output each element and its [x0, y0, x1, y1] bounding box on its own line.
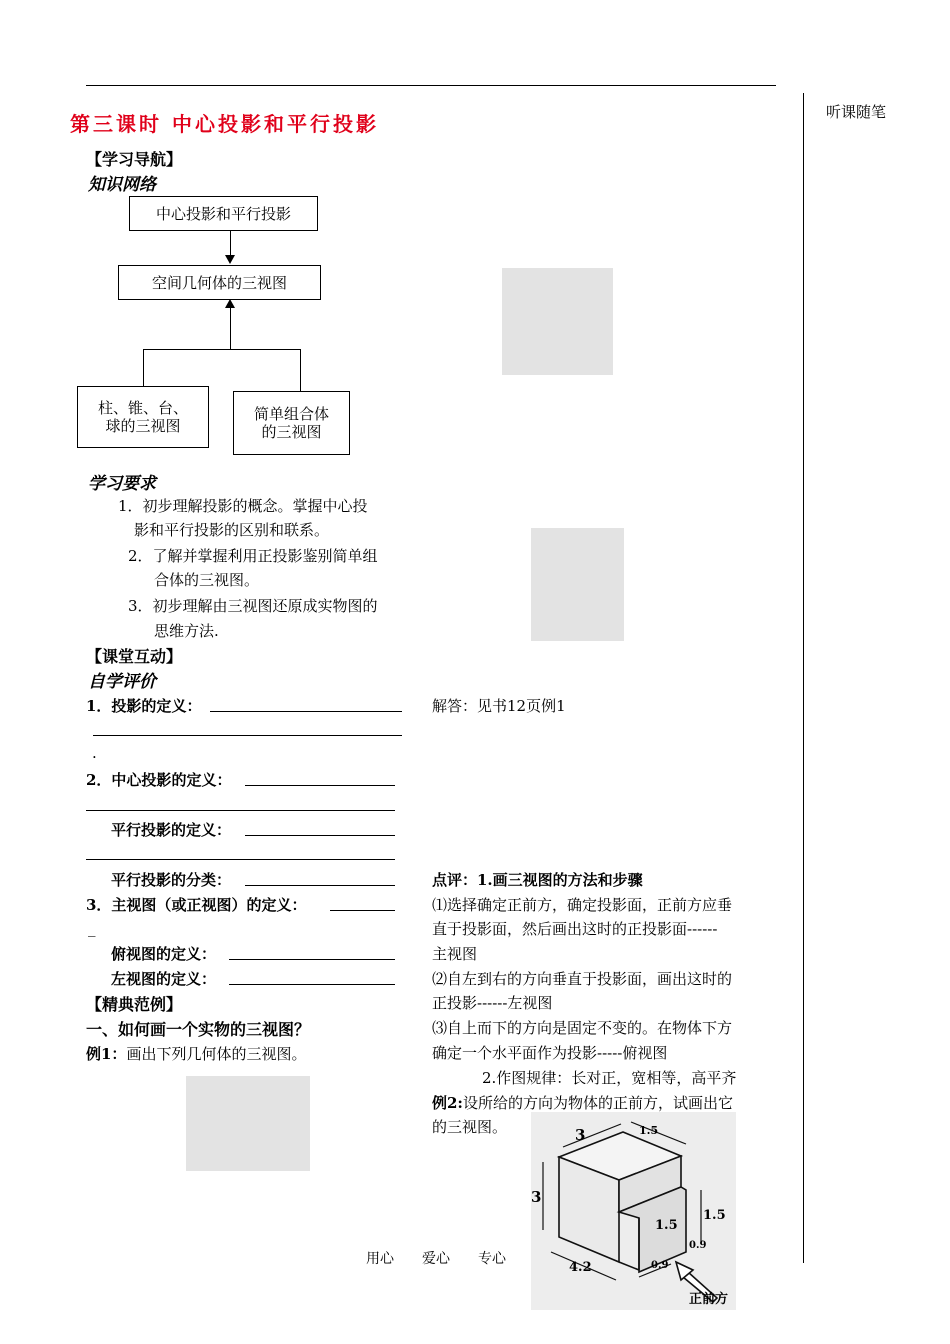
question-2: 2．中心投影的定义： — [86, 771, 232, 789]
answer-text: 解答：见书12页例1 — [432, 697, 566, 715]
blank-q1[interactable] — [210, 711, 402, 712]
dim-right: 1.5 — [703, 1208, 726, 1223]
section-network: 知识网络 — [88, 175, 156, 195]
dim-left: 3 — [531, 1188, 542, 1206]
diagram-box-projection — [129, 196, 318, 231]
page-title: 第三课时 中心投影和平行投影 — [70, 112, 379, 136]
diagram-box-solids-line2: 球的三视图 — [105, 417, 181, 435]
diagram-box-three-views — [118, 265, 321, 300]
example-2 — [432, 1092, 733, 1113]
q3-dash: _ — [88, 919, 96, 937]
question-2b: 平行投影的定义： — [111, 821, 232, 839]
example-2-label: 例2: — [432, 1094, 463, 1112]
dim-small-2: 0.9 — [689, 1240, 707, 1251]
front-direction-label: 正前方 — [689, 1292, 729, 1307]
blank-q3c[interactable] — [229, 984, 395, 985]
diagram-box-combined-line1: 简单组合体 — [253, 405, 329, 423]
example-1-label: 例1： — [86, 1045, 127, 1063]
comment-step1b: 直于投影面，然后画出这时的正投影面------ — [432, 920, 718, 938]
dim-top-depth: 1.5 — [639, 1124, 659, 1137]
example-heading: 一、如何画一个实物的三视图？ — [86, 1020, 311, 1039]
comment-step1c: 主视图 — [432, 945, 478, 963]
section-nav: 【学习导航】 — [86, 150, 183, 169]
question-3: 3．主视图（或正视图）的定义： — [86, 896, 307, 914]
blank-q2b[interactable] — [245, 835, 395, 836]
blank-q2[interactable] — [245, 785, 395, 786]
page-footer: 用心 爱心 专心 — [366, 1251, 506, 1267]
diagram-connector-right — [300, 349, 301, 391]
question-2c: 平行投影的分类： — [111, 871, 232, 889]
example-1-text: 画出下列几何体的三视图。 — [126, 1045, 307, 1063]
question-3b: 俯视图的定义： — [111, 945, 217, 963]
diagram-box-solids-line1: 柱、锥、台、 — [97, 399, 188, 417]
diagram-connector-left — [143, 349, 144, 386]
blank-q1-2[interactable] — [93, 735, 402, 736]
margin-note: 听课随笔 — [826, 103, 887, 121]
req-2b: 合体的三视图。 — [154, 571, 260, 589]
req-1a: 1．初步理解投影的概念。掌握中心投 — [118, 497, 368, 515]
example-1 — [86, 1043, 306, 1064]
req-3b: 思维方法. — [154, 622, 219, 640]
scanned-image-2 — [531, 528, 624, 641]
arrow-head-down — [225, 255, 235, 264]
header-rule — [86, 85, 776, 86]
section-examples: 【精典范例】 — [86, 995, 183, 1014]
diagram-box-combined-line2: 的三视图 — [261, 423, 322, 441]
blank-q2b-2[interactable] — [86, 859, 395, 860]
diagram-box-projection-label: 中心投影和平行投影 — [155, 204, 291, 223]
blank-q2c[interactable] — [245, 885, 395, 886]
comment-step1a: ⑴选择确定正前方，确定投影面，正前方应垂 — [432, 896, 733, 914]
diagram-box-solids — [77, 386, 209, 448]
dim-inner: 1.5 — [655, 1218, 678, 1233]
scanned-image-1 — [502, 268, 613, 375]
dim-bottom: 4.2 — [569, 1260, 592, 1275]
comment-heading: 点评：1.画三视图的方法和步骤 — [432, 871, 643, 889]
q1-dot: . — [92, 744, 97, 762]
example-2-text-b: 的三视图。 — [432, 1118, 508, 1136]
blank-q3b[interactable] — [229, 959, 395, 960]
comment-step2b: 正投影------左视图 — [432, 994, 553, 1012]
section-classroom: 【课堂互动】 — [86, 647, 183, 666]
diagram-connector-vertical — [230, 307, 231, 349]
question-3c: 左视图的定义： — [111, 970, 217, 988]
section-requirements: 学习要求 — [88, 474, 156, 494]
req-1b: 影和平行投影的区别和联系。 — [134, 521, 330, 539]
diagram-connector-horizontal — [143, 349, 301, 350]
example-2-figure — [531, 1112, 736, 1310]
blank-q3[interactable] — [330, 910, 395, 911]
comment-step3a: ⑶自上而下的方向是固定不变的。在物体下方 — [432, 1019, 733, 1037]
blank-q2-2[interactable] — [86, 810, 395, 811]
scanned-image-example1 — [186, 1076, 310, 1171]
req-2a: 2．了解并掌握利用正投影鉴别简单组 — [128, 547, 378, 565]
section-self-eval: 自学评价 — [88, 672, 156, 692]
diagram-box-three-views-label: 空间几何体的三视图 — [151, 273, 287, 292]
dim-top: 3 — [575, 1126, 586, 1144]
comment-rule: 2.作图规律：长对正，宽相等，高平齐 — [482, 1069, 737, 1087]
margin-rule — [803, 93, 804, 1263]
example-2-text-a: 设所给的方向为物体的正前方，试画出它 — [462, 1094, 733, 1112]
diagram-box-combined — [233, 391, 350, 455]
question-1: 1．投影的定义： — [86, 697, 202, 715]
req-3a: 3．初步理解由三视图还原成实物图的 — [128, 597, 378, 615]
dim-small-1: 0.9 — [651, 1260, 669, 1271]
comment-step3b: 确定一个水平面作为投影-----俯视图 — [432, 1044, 668, 1062]
comment-step2a: ⑵自左到右的方向垂直于投影面，画出这时的 — [432, 970, 733, 988]
